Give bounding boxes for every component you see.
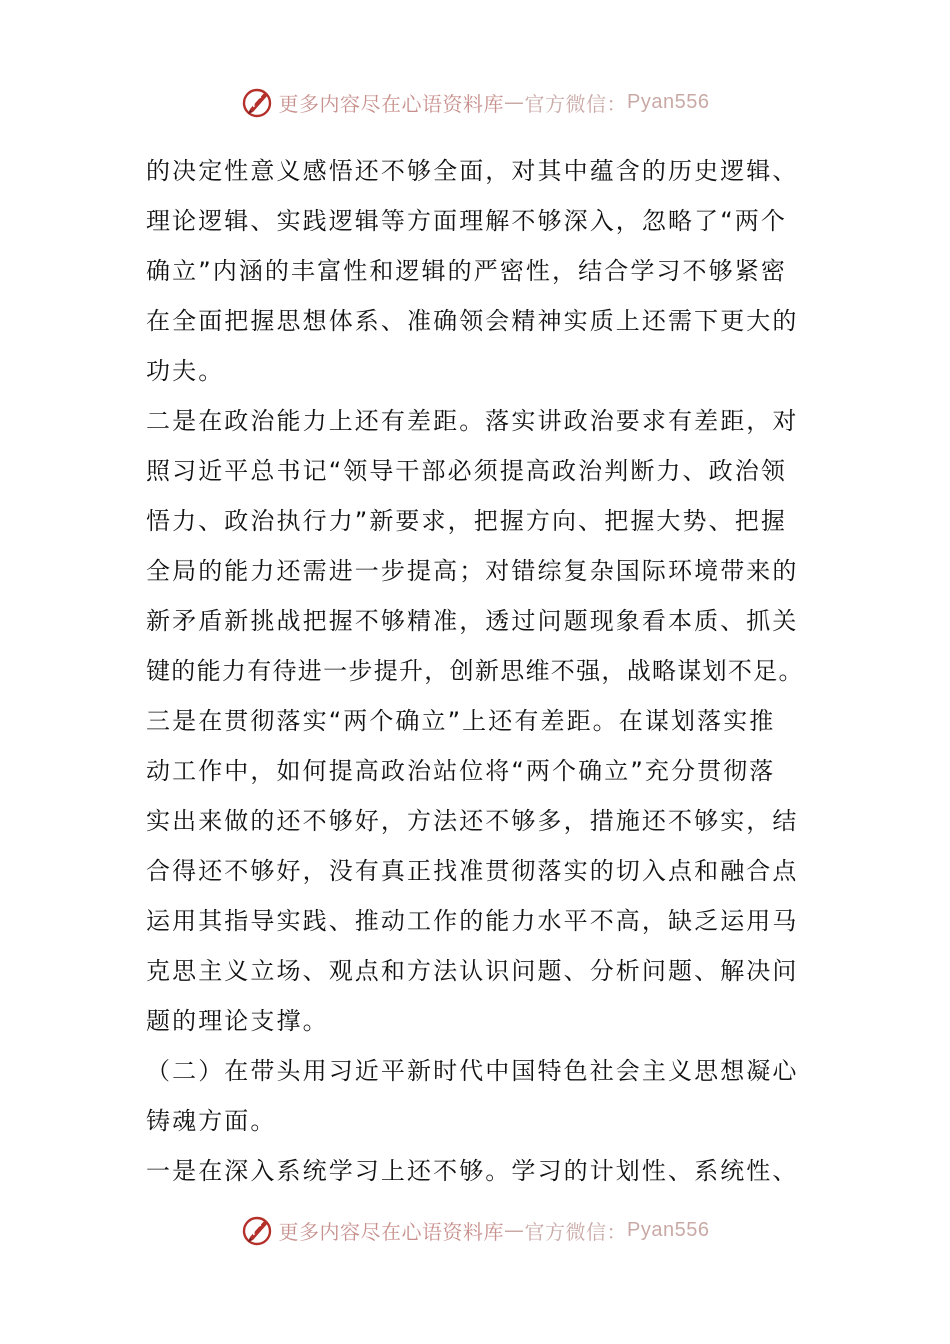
text-line: 功夫。 [146,357,225,385]
document-body [146,146,808,1196]
text-line: 确立”内涵的丰富性和逻辑的严密性，结合学习不够紧密 [146,257,787,285]
text-line: 铸魂方面。 [146,1107,277,1135]
text-line: 三是在贯彻落实“两个确立”上还有差距。在谋划落实推 [146,707,776,735]
text-line: 键的能力有待进一步提升，创新思维不强，战略谋划不足。 [146,657,804,685]
watermark-main-text: 更多内容尽在心语资料库 [278,91,505,116]
watermark-wechat-id: Pyan556 [627,1218,710,1241]
text-line: 全局的能力还需进一步提高；对错综复杂国际环境带来的 [146,557,799,585]
text-line: 一是在深入系统学习上还不够。学习的计划性、系统性、 [146,1157,799,1185]
watermark-official-label: 官方微信： [524,91,628,116]
text-line: 合得还不够好，没有真正找准贯彻落实的切入点和融合点 [146,857,799,885]
text-line: 实出来做的还不够好，方法还不够多，措施还不够实，结 [146,807,799,835]
text-line: 二是在政治能力上还有差距。落实讲政治要求有差距，对 [146,407,799,435]
footer-watermark [0,1210,950,1250]
watermark-dash: — [504,1218,525,1242]
text-line: 在全面把握思想体系、准确领会精神实质上还需下更大的 [146,307,799,335]
text-line: 的决定性意义感悟还不够全面，对其中蕴含的历史逻辑、 [146,157,799,185]
text-line: 悟力、政治执行力”新要求，把握方向、把握大势、把握 [146,507,787,535]
text-line: （二）在带头用习近平新时代中国特色社会主义思想凝心 [146,1057,799,1085]
pen-logo-icon [241,85,275,119]
watermark-official-label: 官方微信： [524,1219,628,1244]
text-line: 题的理论支撑。 [146,1007,329,1035]
text-line: 照习近平总书记“领导干部必须提高政治判断力、政治领 [146,457,787,485]
text-line: 运用其指导实践、推动工作的能力水平不高，缺乏运用马 [146,907,799,935]
text-line: 新矛盾新挑战把握不够精准，透过问题现象看本质、抓关 [146,607,799,635]
text-line: 克思主义立场、观点和方法认识问题、分析问题、解决问 [146,957,799,985]
header-watermark [0,82,950,122]
watermark-wechat-id: Pyan556 [627,90,710,113]
watermark-main-text: 更多内容尽在心语资料库 [278,1219,505,1244]
watermark-dash: — [504,90,525,114]
text-line: 动工作中，如何提高政治站位将“两个确立”充分贯彻落 [146,757,776,785]
pen-logo-icon [241,1213,275,1247]
text-line: 理论逻辑、实践逻辑等方面理解不够深入，忽略了“两个 [146,207,787,235]
